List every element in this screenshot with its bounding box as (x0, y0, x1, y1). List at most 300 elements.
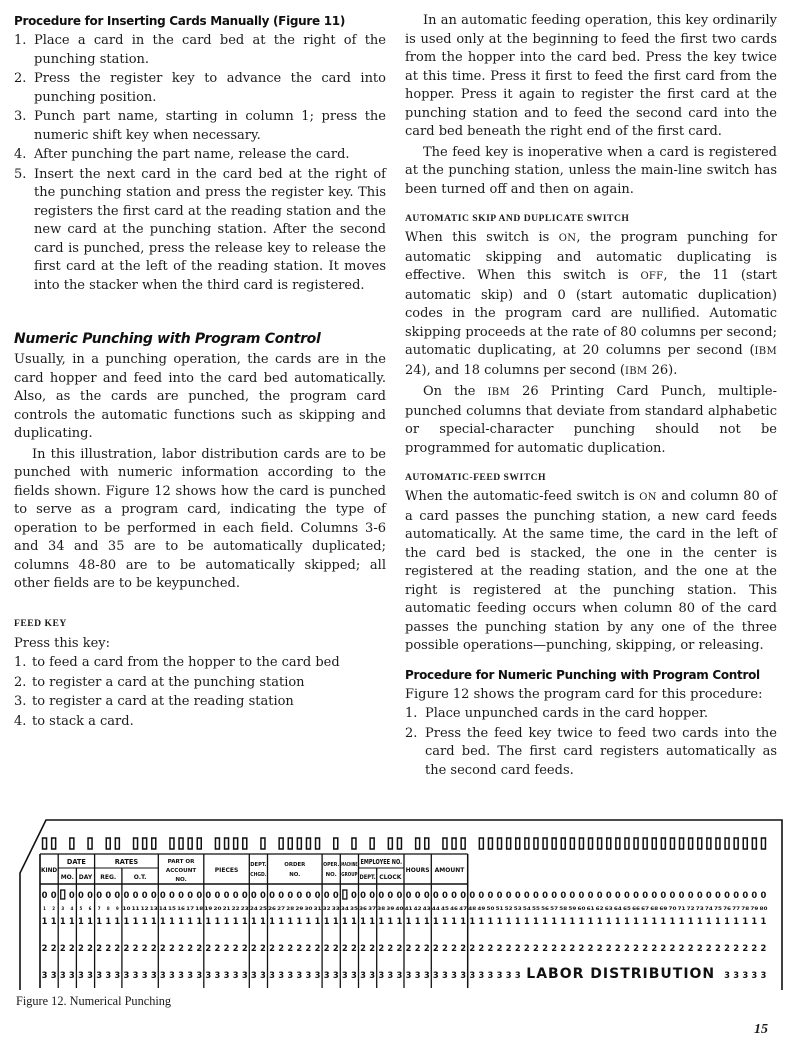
column-number: 79 (750, 906, 759, 911)
digit-3: 3 (387, 970, 394, 980)
digit-1: 1 (414, 916, 421, 926)
digit-1: 1 (678, 916, 685, 926)
group-label: RATES (114, 858, 139, 866)
digit-0: 0 (396, 890, 403, 900)
punch-hole (316, 838, 320, 849)
digit-0: 0 (578, 890, 585, 900)
digit-3: 3 (451, 970, 457, 980)
digit-3: 3 (241, 970, 248, 980)
digit-0: 0 (742, 890, 749, 900)
digit-2: 2 (305, 943, 312, 953)
punch-hole (734, 838, 738, 849)
digit-3: 3 (178, 970, 184, 980)
punch-card-figure (16, 818, 784, 994)
digit-1: 1 (405, 916, 412, 926)
punch-hole (334, 838, 338, 849)
digit-2: 2 (423, 943, 430, 953)
digit-3: 3 (296, 970, 303, 980)
punch-hole (188, 838, 192, 849)
heading-auto-feed-switch: AUTOMATIC-FEED SWITCH (405, 472, 547, 483)
digit-0: 0 (542, 890, 548, 900)
digit-3: 3 (278, 970, 285, 980)
digit-0: 0 (605, 890, 612, 900)
digit-2: 2 (751, 943, 758, 953)
heading-inserting-cards: Procedure for Inserting Cards Manually (Figure 11) (14, 14, 346, 28)
digit-1: 1 (196, 916, 203, 926)
digit-0: 0 (460, 890, 467, 900)
digit-0: 0 (687, 890, 694, 900)
digit-1: 1 (178, 916, 184, 926)
digit-1: 1 (50, 916, 57, 926)
field-label: HOURS (405, 867, 430, 874)
field-label: KIND (41, 867, 58, 874)
column-number: 18 (195, 906, 204, 911)
digit-0: 0 (232, 890, 239, 900)
digit-1: 1 (260, 916, 266, 926)
digit-1: 1 (651, 916, 658, 926)
feed-key-intro: Press this key: (14, 635, 110, 651)
punch-hole (425, 838, 429, 849)
digit-1: 1 (205, 916, 212, 926)
column-number: 13 (149, 906, 158, 911)
punch-hole (288, 838, 292, 849)
punch-hole (534, 838, 538, 849)
heading-procedure-numeric: Procedure for Numeric Punching with Program Control (405, 667, 760, 682)
punch-hole (643, 838, 647, 849)
digit-2: 2 (150, 943, 157, 953)
digit-2: 2 (760, 943, 767, 953)
digit-0: 0 (405, 890, 412, 900)
punch-hole (352, 838, 356, 849)
digit-1: 1 (114, 916, 121, 926)
digit-0: 0 (105, 890, 112, 900)
digit-2: 2 (396, 943, 403, 953)
digit-0: 0 (478, 890, 485, 900)
punch-hole (743, 838, 747, 849)
punch-hole (234, 838, 238, 849)
field-label: REG. (100, 874, 117, 881)
digit-2: 2 (569, 943, 576, 953)
digit-2: 2 (232, 943, 239, 953)
digit-3: 3 (250, 970, 257, 980)
field-label: NO. (175, 877, 187, 883)
digit-3: 3 (314, 970, 321, 980)
group-label: DATE (66, 858, 86, 866)
digit-2: 2 (451, 943, 457, 953)
digit-3: 3 (196, 970, 203, 980)
list-item: 1. Place a card in the card bed at the right of the punching station. (14, 33, 386, 67)
digit-3: 3 (68, 970, 75, 980)
punch-hole (689, 838, 693, 849)
digit-1: 1 (560, 916, 567, 926)
digit-0: 0 (360, 890, 366, 900)
column-number: 5 (79, 906, 83, 911)
digit-2: 2 (360, 943, 366, 953)
digit-1: 1 (87, 916, 93, 926)
digit-1: 1 (432, 916, 439, 926)
field-label: NO. (289, 872, 301, 878)
digit-2: 2 (78, 943, 84, 953)
digit-3: 3 (378, 970, 385, 980)
heading-feed-key: FEED KEY (14, 617, 67, 629)
digit-3: 3 (442, 970, 448, 980)
digit-1: 1 (487, 916, 494, 926)
column-number: 44 (431, 906, 441, 911)
digit-0: 0 (159, 890, 166, 900)
punch-hole (115, 838, 119, 849)
punch-hole (443, 838, 447, 849)
digit-1: 1 (578, 916, 585, 926)
right-column (405, 12, 777, 781)
column-number: 51 (495, 906, 504, 911)
digit-0: 0 (314, 890, 321, 900)
digit-0: 0 (96, 890, 103, 900)
list-item: 1. to feed a card from the hopper to the card bed (14, 655, 340, 670)
digit-2: 2 (505, 943, 512, 953)
digit-2: 2 (141, 943, 148, 953)
digit-0: 0 (587, 890, 594, 900)
digit-0: 0 (469, 890, 476, 900)
digit-1: 1 (387, 916, 394, 926)
digit-3: 3 (123, 970, 130, 980)
punch-hole (197, 838, 201, 849)
column-number: 6 (88, 906, 92, 911)
digit-1: 1 (596, 916, 603, 926)
digit-2: 2 (196, 943, 203, 953)
digit-0: 0 (751, 890, 758, 900)
punch-hole (570, 838, 574, 849)
digit-1: 1 (223, 916, 230, 926)
paragraph-feed-inoperative: The feed key is inoperative when a card is registered at the punching station, unless the main-line switch has been turned off and then on again. (405, 144, 777, 197)
column-number: 36 (359, 906, 368, 911)
field-label: DEPT. (359, 874, 376, 881)
zero-punch (61, 890, 65, 899)
column-number: 10 (122, 906, 131, 911)
column-number: 7 (97, 906, 101, 911)
digit-3: 3 (41, 970, 48, 980)
digit-0: 0 (269, 890, 275, 900)
digit-0: 0 (150, 890, 157, 900)
column-number: 12 (140, 906, 149, 911)
digit-0: 0 (50, 890, 57, 900)
procedure-intro: Figure 12 shows the program card for this procedure: (405, 686, 763, 702)
column-number: 60 (577, 906, 586, 911)
digit-0: 0 (241, 890, 248, 900)
column-number: 68 (650, 906, 659, 911)
digit-0: 0 (132, 890, 139, 900)
field-label: DEPT. (250, 862, 267, 868)
punch-hole (215, 838, 219, 849)
digit-3: 3 (432, 970, 439, 980)
punch-hole (397, 838, 401, 849)
column-number: 62 (595, 906, 604, 911)
digit-2: 2 (159, 943, 166, 953)
digit-3: 3 (751, 970, 758, 980)
digit-0: 0 (660, 890, 667, 900)
digit-3: 3 (87, 970, 93, 980)
punch-hole (725, 838, 729, 849)
digit-2: 2 (551, 943, 558, 953)
column-number: 22 (231, 906, 240, 911)
heading-skip-duplicate-switch: AUTOMATIC SKIP AND DUPLICATE SWITCH (405, 213, 630, 224)
field-label: PART OR (167, 859, 195, 865)
column-number: 33 (331, 906, 340, 911)
digit-0: 0 (423, 890, 430, 900)
zero-punch (343, 890, 347, 899)
digit-3: 3 (269, 970, 275, 980)
digit-0: 0 (278, 890, 285, 900)
digit-1: 1 (378, 916, 385, 926)
column-number: 29 (295, 906, 304, 911)
list-item: 2. Press the feed key twice to feed two cards into the card bed. The first card registers automatically as the second card feeds. (405, 725, 777, 778)
digit-1: 1 (715, 916, 721, 926)
digit-1: 1 (642, 916, 649, 926)
digit-1: 1 (59, 916, 66, 926)
digit-1: 1 (214, 916, 221, 926)
column-number: 67 (641, 906, 650, 911)
column-number: 17 (186, 906, 195, 911)
digit-1: 1 (105, 916, 112, 926)
list-item: 2. Press the register key to advance the card into punching position. (14, 71, 386, 105)
column-number: 56 (541, 906, 550, 911)
punch-hole (498, 838, 502, 849)
punch-hole (70, 838, 74, 849)
digit-3: 3 (478, 970, 485, 980)
digit-3: 3 (423, 970, 430, 980)
digit-1: 1 (423, 916, 430, 926)
digit-2: 2 (523, 943, 530, 953)
column-number: 70 (668, 906, 677, 911)
digit-2: 2 (660, 943, 667, 953)
digit-1: 1 (305, 916, 312, 926)
digit-2: 2 (742, 943, 749, 953)
digit-2: 2 (432, 943, 439, 953)
card-title: LABOR DISTRIBUTION (526, 966, 716, 982)
digit-0: 0 (642, 890, 649, 900)
digit-1: 1 (141, 916, 148, 926)
digit-0: 0 (633, 890, 639, 900)
field-headers (41, 858, 465, 883)
column-number: 53 (513, 906, 522, 911)
digit-3: 3 (50, 970, 57, 980)
digit-0: 0 (187, 890, 194, 900)
punch-hole (279, 838, 283, 849)
punch-hole (625, 838, 629, 849)
digit-0: 0 (414, 890, 421, 900)
digit-2: 2 (460, 943, 467, 953)
column-number: 19 (204, 906, 213, 911)
digit-1: 1 (296, 916, 303, 926)
digit-1: 1 (587, 916, 594, 926)
digit-1: 1 (751, 916, 758, 926)
column-number: 55 (532, 906, 541, 911)
column-number: 49 (477, 906, 486, 911)
digit-0: 0 (496, 890, 503, 900)
digit-3: 3 (460, 970, 467, 980)
column-number: 73 (695, 906, 704, 911)
punch-hole (698, 838, 702, 849)
digit-3: 3 (132, 970, 139, 980)
digit-2: 2 (514, 943, 521, 953)
column-number: 31 (313, 906, 322, 911)
digit-2: 2 (59, 943, 66, 953)
punch-hole (106, 838, 110, 849)
digit-0: 0 (87, 890, 93, 900)
digit-3: 3 (496, 970, 503, 980)
column-number: 41 (404, 906, 413, 911)
digit-3: 3 (223, 970, 230, 980)
digit-1: 1 (733, 916, 740, 926)
punch-hole (43, 838, 47, 849)
figure-caption: Figure 12. Numerical Punching (16, 994, 172, 1008)
punch-hole (370, 838, 374, 849)
digit-1: 1 (269, 916, 275, 926)
digit-1: 1 (669, 916, 676, 926)
digit-3: 3 (232, 970, 239, 980)
digit-2: 2 (669, 943, 676, 953)
digit-0: 0 (41, 890, 48, 900)
digit-2: 2 (132, 943, 139, 953)
field-label: O.T. (133, 874, 147, 881)
field-label: ACCOUNT (165, 868, 197, 874)
column-number: 57 (550, 906, 559, 911)
punch-hole (525, 838, 529, 849)
group-label: EMPLOYEE NO. (360, 858, 402, 866)
digit-2: 2 (169, 943, 175, 953)
digit-1: 1 (624, 916, 630, 926)
digit-0: 0 (178, 890, 184, 900)
column-number: 39 (386, 906, 395, 911)
digit-0: 0 (78, 890, 84, 900)
digit-0: 0 (715, 890, 721, 900)
digit-3: 3 (514, 970, 521, 980)
digit-1: 1 (505, 916, 512, 926)
digit-3: 3 (487, 970, 494, 980)
digit-2: 2 (214, 943, 221, 953)
digit-2: 2 (351, 943, 357, 953)
digit-3: 3 (733, 970, 740, 980)
digit-2: 2 (68, 943, 75, 953)
digit-2: 2 (87, 943, 93, 953)
punch-hole (143, 838, 147, 849)
column-number: 14 (158, 906, 168, 911)
digit-2: 2 (241, 943, 248, 953)
digit-2: 2 (678, 943, 685, 953)
digit-0: 0 (669, 890, 676, 900)
digit-3: 3 (332, 970, 339, 980)
digit-2: 2 (624, 943, 630, 953)
punch-hole (607, 838, 611, 849)
digit-3: 3 (724, 970, 730, 980)
field-label: DAY (78, 874, 93, 881)
field-label: CHGD. (250, 872, 267, 878)
digit-2: 2 (405, 943, 412, 953)
digit-1: 1 (369, 916, 376, 926)
list-item: 1. Place unpunched cards in the card hopper. (405, 706, 708, 721)
punch-hole (170, 838, 174, 849)
digit-2: 2 (687, 943, 694, 953)
column-number: 64 (613, 906, 623, 911)
digit-0: 0 (505, 890, 512, 900)
digit-1: 1 (250, 916, 257, 926)
column-number: 80 (759, 906, 768, 911)
digit-3: 3 (469, 970, 476, 980)
column-number: 8 (106, 906, 110, 911)
punch-hole (579, 838, 583, 849)
digit-0: 0 (651, 890, 658, 900)
digit-0: 0 (733, 890, 740, 900)
digit-2: 2 (323, 943, 330, 953)
digit-2: 2 (487, 943, 494, 953)
digit-3: 3 (187, 970, 194, 980)
digit-1: 1 (41, 916, 48, 926)
digit-2: 2 (651, 943, 658, 953)
punch-hole (306, 838, 310, 849)
digit-1: 1 (742, 916, 749, 926)
digit-3: 3 (742, 970, 749, 980)
digit-1: 1 (232, 916, 239, 926)
column-number: 74 (704, 906, 714, 911)
digit-2: 2 (269, 943, 275, 953)
punch-hole (680, 838, 684, 849)
column-number: 11 (131, 906, 140, 911)
digit-0: 0 (614, 890, 621, 900)
digit-3: 3 (341, 970, 348, 980)
digit-2: 2 (387, 943, 394, 953)
column-number: 1 (43, 906, 46, 911)
digit-1: 1 (132, 916, 139, 926)
digit-3: 3 (369, 970, 376, 980)
digit-2: 2 (123, 943, 130, 953)
digit-1: 1 (78, 916, 84, 926)
column-number: 2 (52, 906, 56, 911)
digit-1: 1 (451, 916, 457, 926)
digit-3: 3 (159, 970, 166, 980)
column-number: 43 (422, 906, 431, 911)
paragraph-skip-duplicate: When this switch is ON, the program punching for automatic skipping and automatic duplicating is effective. When this switch is OFF, the 11 (start automatic skip) and 0 (start automatic duplication) codes in the program card are nullified. Automatic skipping proceeds at the rate of 80 columns per second; automatic duplicating, at 20 columns per second (IBM 24), and 18 columns per second (IBM 26). (405, 230, 777, 378)
digit-2: 2 (341, 943, 348, 953)
digit-0: 0 (378, 890, 385, 900)
digit-0: 0 (678, 890, 685, 900)
punch-hole (488, 838, 492, 849)
digit-0: 0 (351, 890, 357, 900)
digit-1: 1 (724, 916, 730, 926)
punch-hole (134, 838, 138, 849)
punch-hole (479, 838, 483, 849)
field-label: AMOUNT (434, 867, 465, 874)
punch-hole (598, 838, 602, 849)
digit-3: 3 (287, 970, 294, 980)
punch-hole (516, 838, 520, 849)
column-number: 78 (741, 906, 750, 911)
digit-2: 2 (41, 943, 48, 953)
digit-0: 0 (260, 890, 266, 900)
digit-1: 1 (660, 916, 667, 926)
column-number: 40 (395, 906, 404, 911)
punch-hole (543, 838, 547, 849)
digit-3: 3 (78, 970, 84, 980)
punch-hole (716, 838, 720, 849)
column-number: 3 (61, 906, 65, 911)
column-number: 16 (177, 906, 186, 911)
digit-1: 1 (478, 916, 485, 926)
digit-3: 3 (396, 970, 403, 980)
digit-2: 2 (378, 943, 385, 953)
digit-0: 0 (760, 890, 767, 900)
column-number: 58 (559, 906, 568, 911)
heading-numeric-punching: Numeric Punching with Program Control (14, 331, 321, 347)
column-number: 66 (632, 906, 641, 911)
